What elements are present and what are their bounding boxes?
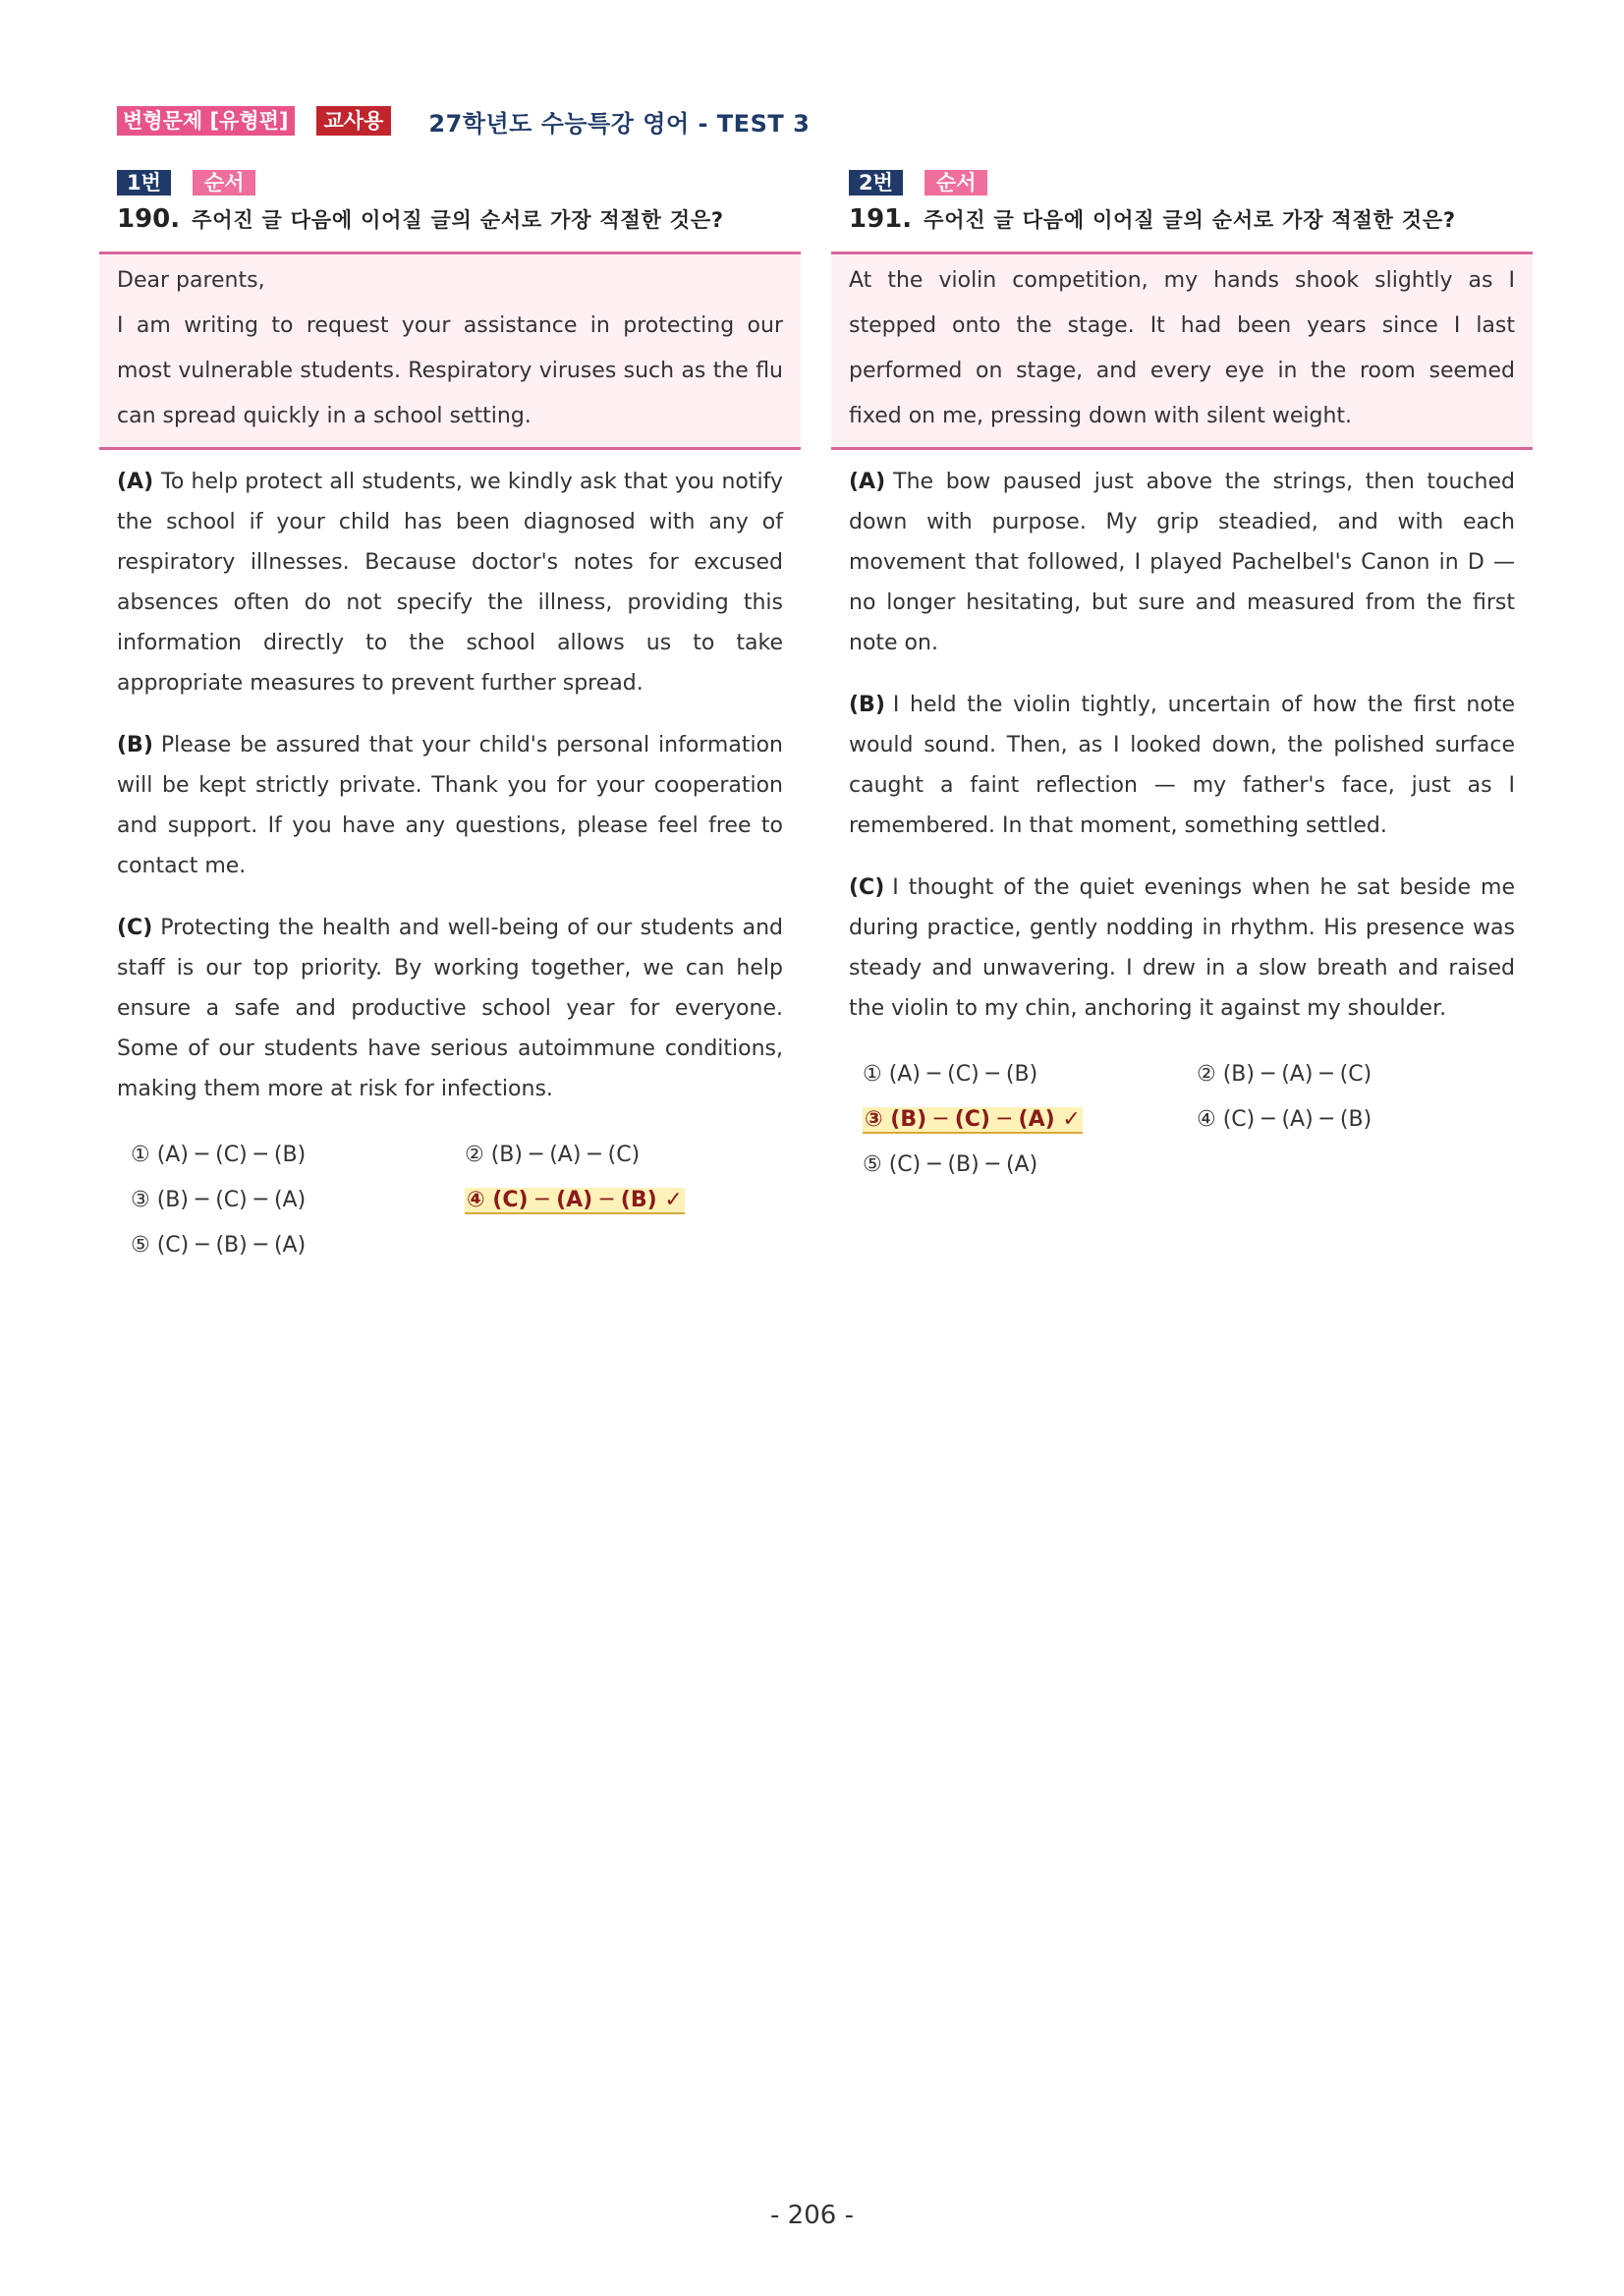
question-badges	[117, 169, 801, 196]
choice-4[interactable]: ④ (C) ─ (A) ─ (B)	[1197, 1107, 1372, 1132]
answer-choices	[99, 1135, 801, 1266]
passage-label: (B)	[849, 693, 885, 717]
passage-label: (A)	[117, 470, 154, 494]
question-number-badge: 1번	[117, 170, 171, 196]
variant-tag: 변형문제 [유형편]	[117, 106, 295, 136]
passage-text: Protecting the health and well-being of our students and staff is our top priority. By working together, we can help ensure a safe and productive school year for everyone. Some of our students have serious autoimmune conditions, making them more at risk for infections.	[117, 916, 783, 1101]
question-prompt: 주어진 글 다음에 이어질 글의 순서로 가장 적절한 것은?	[192, 208, 724, 232]
passage-c	[117, 908, 783, 1109]
question-number: 191.	[849, 204, 913, 234]
choice-5[interactable]: ⑤ (C) ─ (B) ─ (A)	[863, 1152, 1038, 1177]
choice-2[interactable]: ② (B) ─ (A) ─ (C)	[1197, 1062, 1372, 1087]
question-type-badge: 순서	[193, 170, 256, 196]
page-title: 27학년도 수능특강 영어 - TEST 3	[428, 109, 811, 138]
question-number-badge: 2번	[849, 170, 903, 196]
answer-choices	[831, 1054, 1533, 1186]
question-prompt: 주어진 글 다음에 이어질 글의 순서로 가장 적절한 것은?	[924, 208, 1456, 232]
passage-text: The bow paused just above the strings, then touched down with purpose. My grip steadied, and with each movement that followed, I played Pachelbel's Canon in D — no longer hesitating, but sure and measured from the first note on.	[849, 470, 1515, 655]
choice-3-correct[interactable]	[863, 1099, 1197, 1141]
passage-text: I thought of the quiet evenings when he sat beside me during practice, gently nodding in rhythm. His presence was steady and unwavering. I drew in a slow breath and raised the violin to my chin, anchoring it against my shoulder.	[849, 875, 1515, 1021]
page-number: - 206 -	[770, 2201, 854, 2230]
passage-a	[117, 462, 783, 703]
question-type-badge: 순서	[924, 170, 988, 196]
correct-answer-highlight: ④ (C) ─ (A) ─ (B) ✓	[467, 1188, 683, 1212]
question-prompt-line	[117, 204, 801, 234]
choice-3[interactable]: ③ (B) ─ (C) ─ (A)	[131, 1188, 307, 1212]
passage-label: (B)	[117, 733, 153, 757]
choice-4-correct[interactable]	[465, 1180, 799, 1221]
passage-text: I held the violin tightly, uncertain of how the first note would sound. Then, as I looked down, the polished surface caught a faint reflection — my father's face, just as I remembered. In that moment, something settled.	[849, 693, 1515, 838]
question-prompt-line	[849, 204, 1533, 234]
question-190	[99, 169, 801, 1266]
teacher-tag: 교사용	[316, 106, 392, 136]
passage-text: To help protect all students, we kindly ask that you notify the school if your child has been diagnosed with any of respiratory illnesses. Because doctor's notes for excused absences often do not specify the illness, providing this information directly to the school allows us to take appropriate measures to prevent further spread.	[117, 470, 783, 696]
passage-b	[117, 725, 783, 886]
passage-a	[849, 462, 1515, 663]
question-number: 190.	[117, 204, 181, 234]
choice-2[interactable]: ② (B) ─ (A) ─ (C)	[465, 1143, 641, 1167]
passage-b	[849, 685, 1515, 846]
passage-list	[99, 450, 801, 1109]
correct-answer-highlight: ③ (B) ─ (C) ─ (A) ✓	[865, 1107, 1081, 1132]
question-191	[831, 169, 1533, 1186]
given-text-line: I am writing to request your assistance in protecting our most vulnerable students. Respiratory viruses such as the flu can spread quickly in a school setting.	[117, 313, 783, 428]
choice-5[interactable]: ⑤ (C) ─ (B) ─ (A)	[131, 1233, 307, 1258]
given-text-line: Dear parents,	[117, 268, 265, 293]
passage-list	[831, 450, 1533, 1029]
passage-label: (C)	[117, 916, 153, 940]
choice-1[interactable]: ① (A) ─ (C) ─ (B)	[131, 1143, 307, 1167]
passage-text: Please be assured that your child's personal information will be kept strictly private. Thank you for your cooperation and support. If you have any questions, please feel free to contact me.	[117, 733, 783, 878]
question-badges	[849, 169, 1533, 196]
given-text-box	[831, 252, 1533, 450]
passage-label: (C)	[849, 875, 885, 900]
page-header	[117, 104, 810, 138]
given-text-box	[99, 252, 801, 450]
choice-1[interactable]: ① (A) ─ (C) ─ (B)	[863, 1062, 1038, 1087]
passage-label: (A)	[849, 470, 886, 494]
passage-c	[849, 868, 1515, 1029]
given-text-line: At the violin competition, my hands shook slightly as I stepped onto the stage. It had been years since I last performed on stage, and every eye in the room seemed fixed on me, pressing down with silent weight.	[849, 268, 1515, 428]
